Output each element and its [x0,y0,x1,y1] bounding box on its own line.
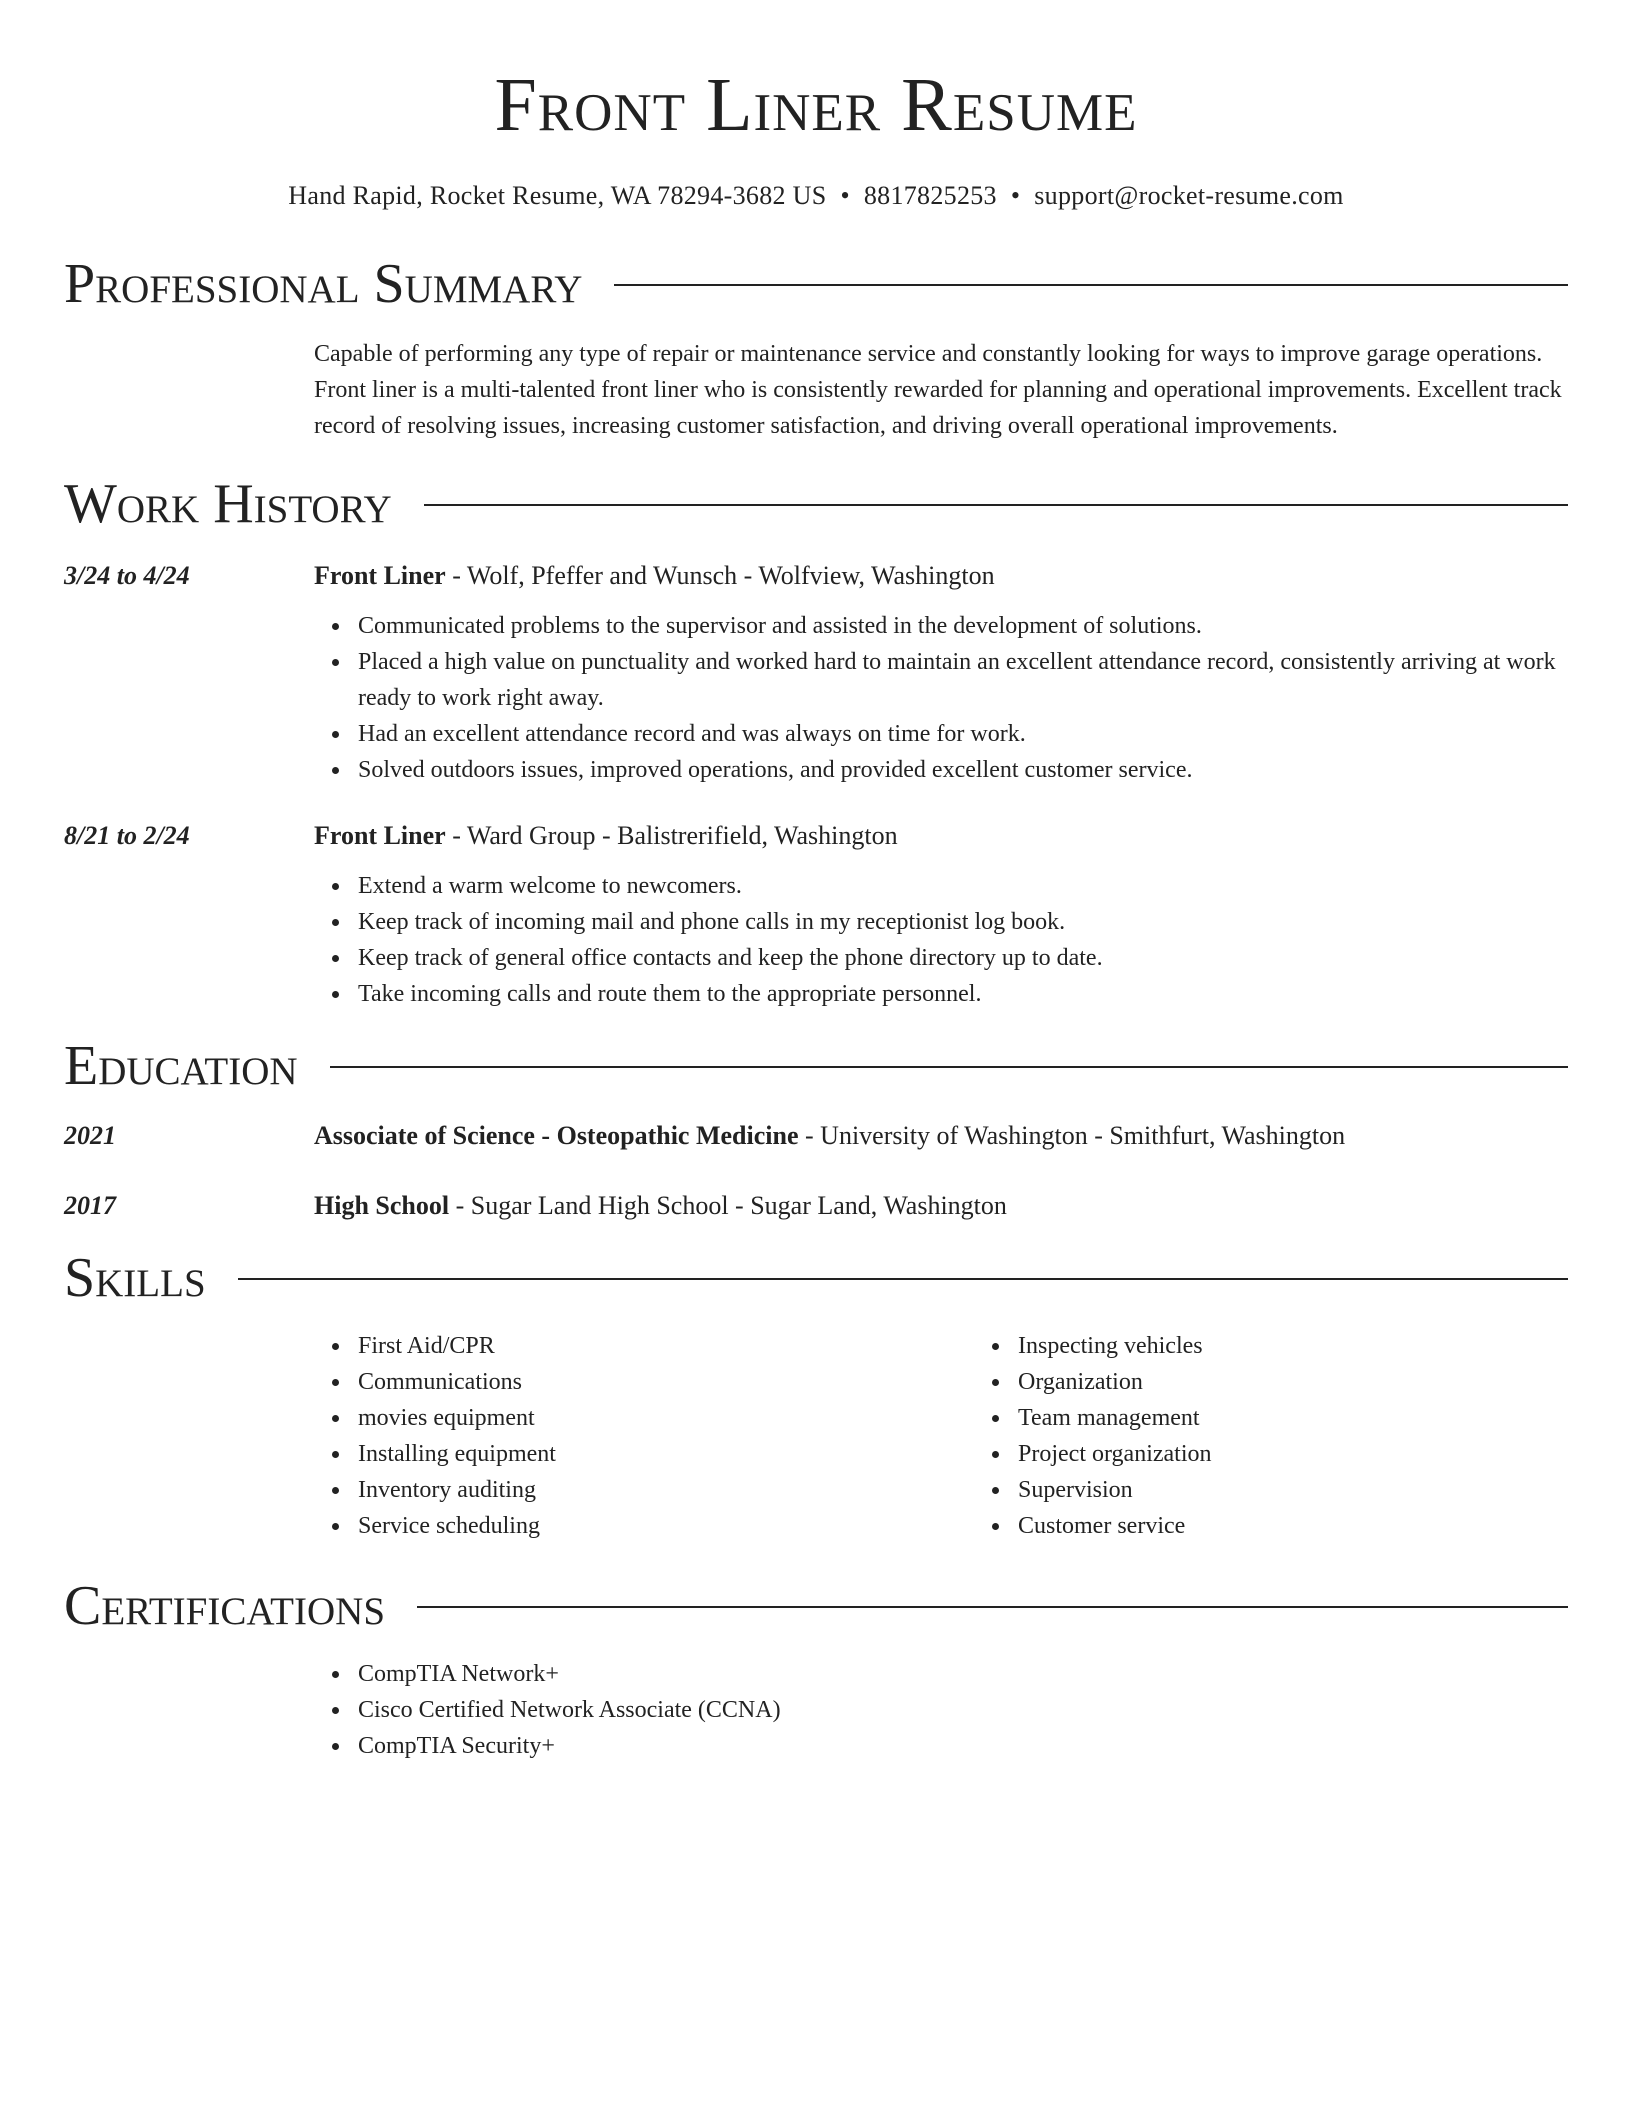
education-details: - Sugar Land High School - Sugar Land, Washington [449,1191,1007,1220]
skill-item: First Aid/CPR [358,1328,974,1364]
section-divider [424,504,1568,506]
list-item: Keep track of incoming mail and phone calls in my receptionist log book. [358,904,1568,940]
summary-section-title: Professional Summary [64,253,583,315]
certifications-section-header [64,1574,1568,1638]
skills-section-header [64,1246,1568,1310]
education-entry [64,1118,1568,1154]
work-section-title: Work History [64,473,392,535]
education-section-title: Education [64,1035,298,1097]
contact-email: support@rocket-resume.com [1034,181,1344,210]
certification-item: Cisco Certified Network Associate (CCNA) [358,1692,1568,1728]
job-position: Front Liner [314,561,446,590]
education-line [314,1118,1568,1154]
job-entry [64,818,1568,1012]
job-details: - Ward Group - Balistrerifield, Washington [445,821,898,850]
skill-item: Inspecting vehicles [1018,1328,1632,1364]
skill-item: Supervision [1018,1472,1632,1508]
summary-spacer [64,336,314,444]
summary-section-header [64,252,1568,316]
skill-item: Project organization [1018,1436,1632,1472]
education-degree: Associate of Science - Osteopathic Medicine [314,1121,799,1150]
skills-spacer [64,1310,314,1544]
skill-item: Team management [1018,1400,1632,1436]
list-item: Extend a warm welcome to newcomers. [358,868,1568,904]
education-line [314,1188,1568,1224]
list-item: Solved outdoors issues, improved operations, and provided excellent customer service. [358,752,1568,788]
resume-page [64,0,1568,1764]
job-dates: 8/21 to 2/24 [64,821,190,850]
education-year: 2017 [64,1191,116,1220]
skills-list-right [974,1328,1632,1544]
job-title-line [314,818,1568,854]
skills-list-left [314,1328,974,1544]
education-details: - University of Washington - Smithfurt, Washington [798,1121,1346,1150]
skill-item: Service scheduling [358,1508,974,1544]
contact-separator: • [840,181,850,210]
contact-phone: 8817825253 [863,181,997,210]
job-body [314,558,1568,788]
skills-section-title: Skills [64,1247,206,1309]
section-divider [614,284,1568,286]
work-section-header [64,472,1568,536]
list-item: Take incoming calls and route them to the appropriate personnel. [358,976,1568,1012]
skill-item: Organization [1018,1364,1632,1400]
summary-text: Capable of performing any type of repair or maintenance service and constantly looking for ways to improve garage operations. Front liner is a multi-talented front liner who is consistently rewarded for planning and operational improvements. Excellent track record of resolving issues, increasing customer satisfaction, and driving overall operational improvements. [314,341,1562,439]
contact-separator: • [1010,181,1021,210]
certification-item: CompTIA Security+ [358,1728,1568,1764]
certifications-body [314,1638,1568,1764]
education-year: 2021 [64,1121,116,1150]
contact-address: Hand Rapid, Rocket Resume, WA 78294-3682 US [288,181,827,210]
job-bullets [314,608,1568,788]
skill-item: Communications [358,1364,974,1400]
section-divider [330,1066,1568,1068]
skill-item: movies equipment [358,1400,974,1436]
certification-item: CompTIA Network+ [358,1656,1568,1692]
list-item: Had an excellent attendance record and was always on time for work. [358,716,1568,752]
job-bullets [314,868,1568,1012]
skill-item: Installing equipment [358,1436,974,1472]
job-dates: 3/24 to 4/24 [64,561,190,590]
certifications-list [314,1656,1568,1764]
certifications-spacer [64,1638,314,1764]
skill-item: Inventory auditing [358,1472,974,1508]
skills-body [314,1310,1632,1544]
section-divider [238,1278,1568,1280]
job-body [314,818,1568,1012]
education-degree: High School [314,1191,450,1220]
list-item: Communicated problems to the supervisor and assisted in the development of solutions. [358,608,1568,644]
certifications-row [64,1638,1568,1764]
resume-name: Front Liner Resume [494,63,1138,147]
list-item: Keep track of general office contacts and keep the phone directory up to date. [358,940,1568,976]
summary-row [64,336,1568,444]
skill-item: Customer service [1018,1508,1632,1544]
job-entry [64,558,1568,788]
certifications-section-title: Certifications [64,1575,386,1637]
skills-row [64,1310,1568,1544]
list-item: Placed a high value on punctuality and worked hard to maintain an excellent attendance record, consistently arriving at work ready to work right away. [358,644,1568,716]
job-details: - Wolf, Pfeffer and Wunsch - Wolfview, Washington [445,561,995,590]
education-section-header [64,1034,1568,1098]
skills-grid [314,1328,1632,1544]
contact-line [64,180,1568,212]
education-entry [64,1188,1568,1224]
job-title-line [314,558,1568,594]
section-divider [417,1606,1568,1608]
job-position: Front Liner [314,821,446,850]
